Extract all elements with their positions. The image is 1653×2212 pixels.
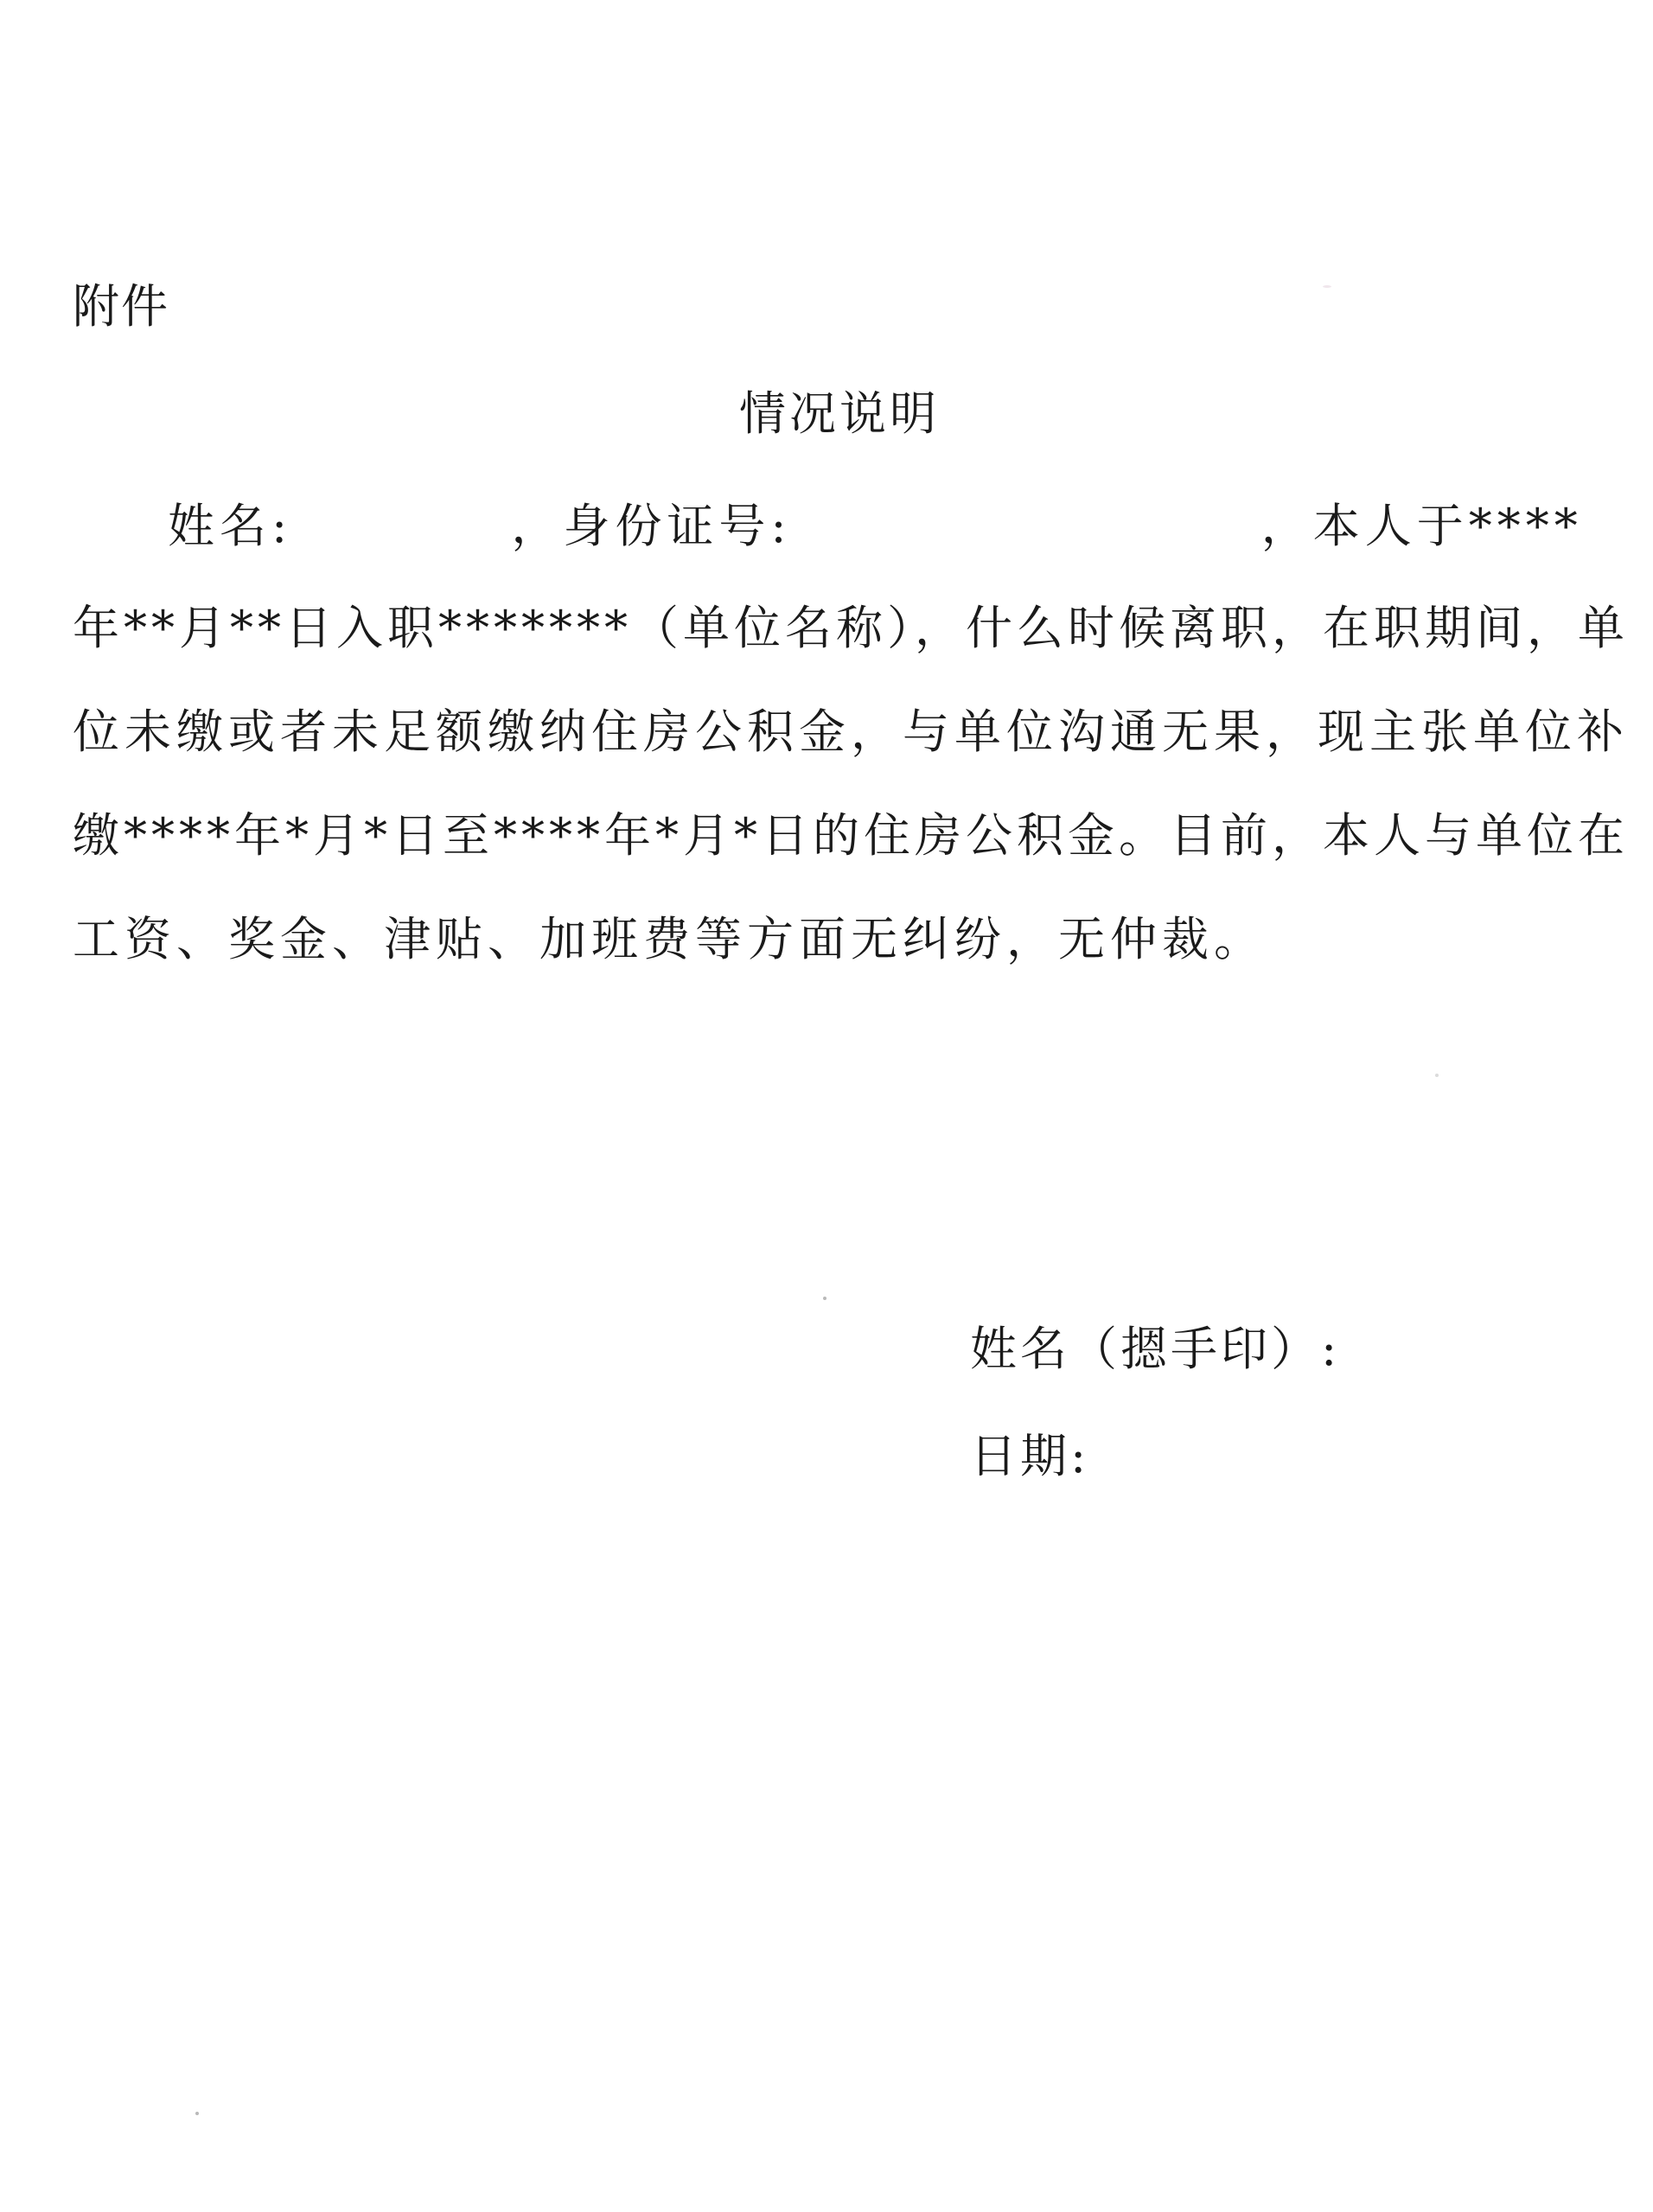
id-number-label: ，身份证号: — [511, 499, 792, 553]
document-title: 情况说明 — [739, 386, 940, 441]
signature-date-label: 日期: — [970, 1429, 1090, 1483]
body-line-2: 年**月**日入职*******（单位名称），什么时候离职，在职期间，单 — [73, 601, 1629, 655]
body-line-1 — [73, 499, 1583, 553]
scan-speck — [823, 1297, 826, 1300]
employment-start-text: ，本人于**** — [1260, 499, 1583, 553]
scan-speck — [1323, 285, 1331, 288]
attachment-label: 附件 — [73, 279, 169, 334]
scan-speck — [195, 2112, 199, 2115]
body-line-5: 工资、奖金、津贴、加班费等方面无纠纷，无仲裁。 — [73, 912, 1266, 966]
name-label: 姓名: — [168, 499, 293, 553]
scan-speck — [1435, 1074, 1439, 1077]
body-line-3: 位未缴或者未足额缴纳住房公积金，与单位沟通无果，现主张单位补 — [73, 704, 1629, 759]
body-line-4: 缴****年*月*日至****年*月*日的住房公积金。目前，本人与单位在 — [73, 808, 1629, 863]
signature-name-label: 姓名（摁手印）: — [970, 1322, 1341, 1376]
